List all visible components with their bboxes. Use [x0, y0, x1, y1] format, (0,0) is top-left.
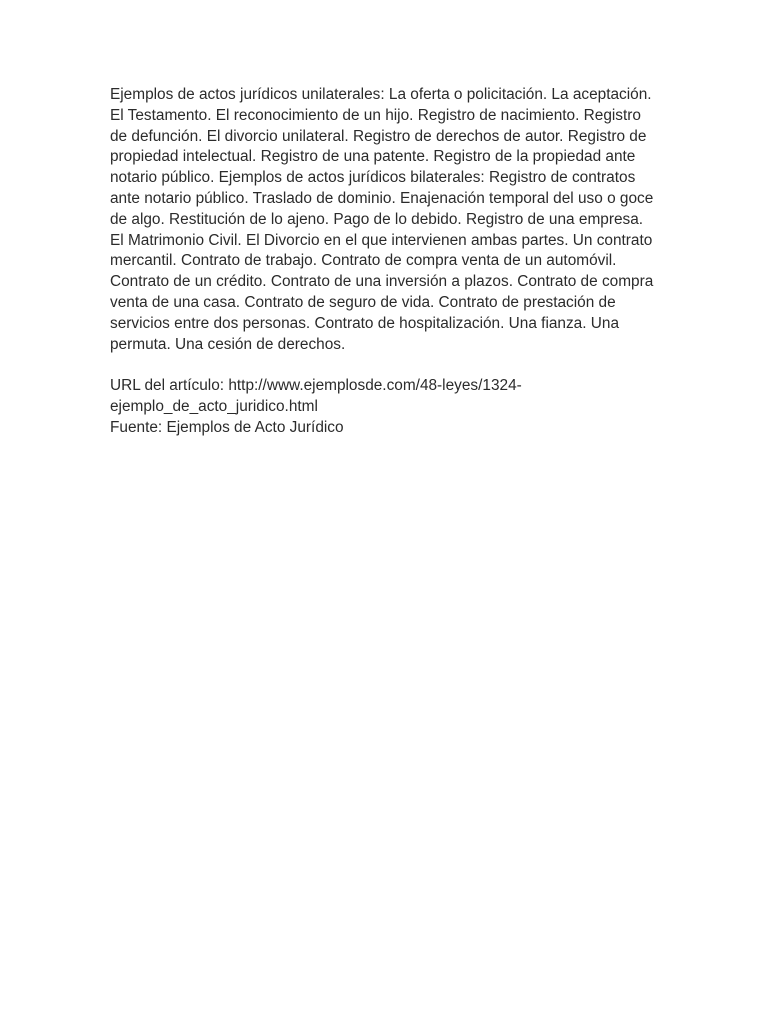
document-content	[110, 85, 660, 439]
article-url: URL del artículo: http://www.ejemplosde.com/48-leyes/1324- ejemplo_de_acto_juridico.html	[110, 377, 522, 415]
source-line: Fuente: Ejemplos de Acto Jurídico	[110, 418, 344, 436]
body-paragraph: Ejemplos de actos jurídicos unilaterales: La oferta o policitación. La aceptación. El Testamento. El reconocimiento de un hijo. Registro de nacimiento. Registro de defunción. El divorcio unilateral. Registro de derechos de autor. Registro de propiedad intelectual. Registro de una patente. Registro de la propiedad ante notario público. Ejemplos de actos jurídicos bilaterales: Registro de contratos ante notario público. Traslado de dominio. Enajenación temporal del uso o goce de algo. Restitución de lo ajeno. Pago de lo debido. Registro de una empresa. El Matrimonio Civil. El Divorcio en el que intervienen ambas partes. Un contrato mercantil. Contrato de trabajo. Contrato de compra venta de un automóvil. Contrato de un crédito. Contrato de una inversión a plazos. Contrato de compra venta de una casa. Contrato de seguro de vida. Contrato de prestación de servicios entre dos personas. Contrato de hospitalización. Una fianza. Una permuta. Una cesión de derechos.	[110, 86, 654, 353]
